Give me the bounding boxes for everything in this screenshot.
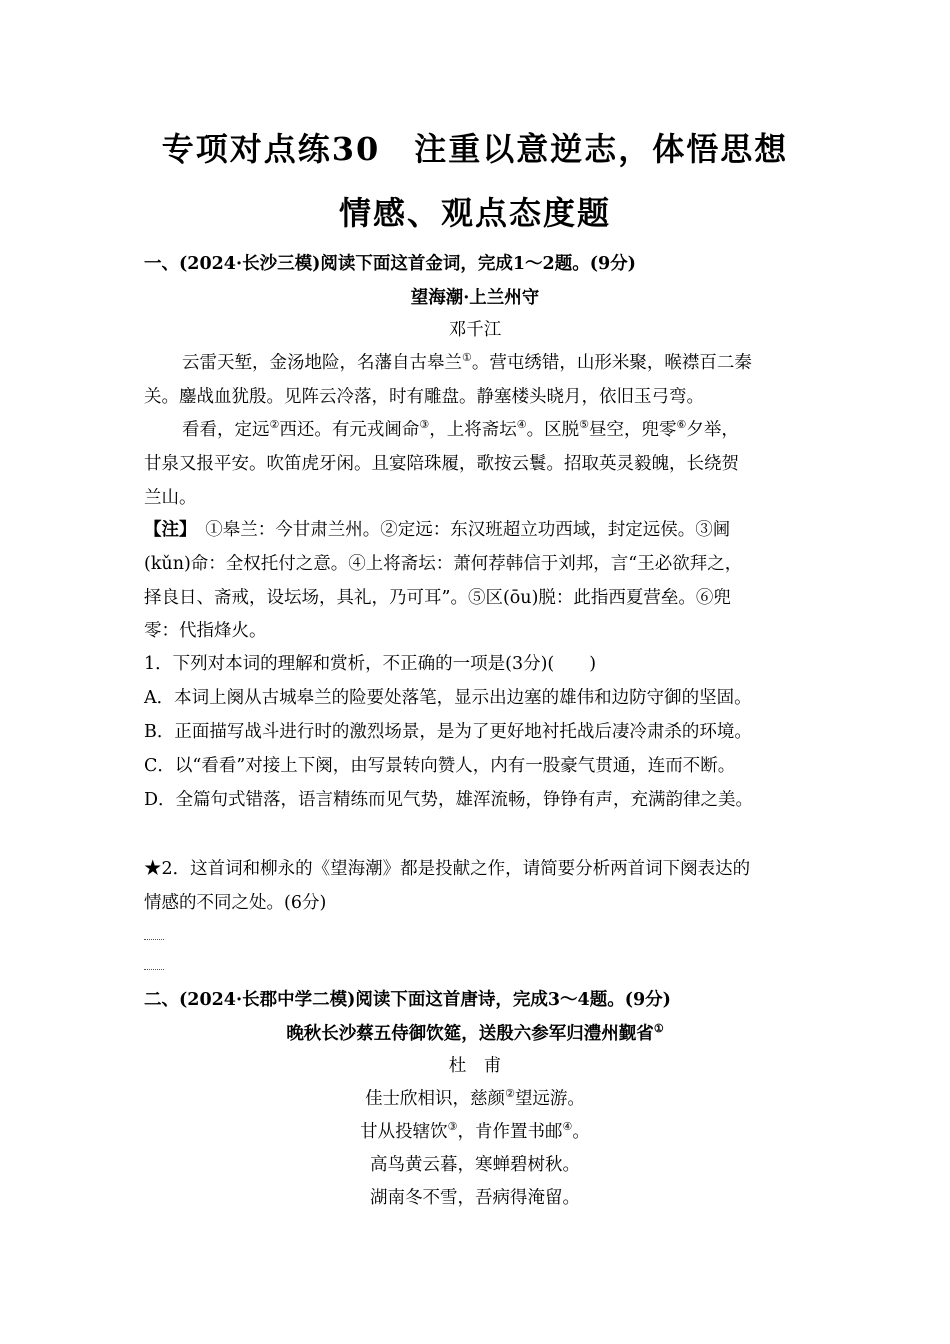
footnote-marker: ③ — [447, 1120, 458, 1134]
poem-verse: 高鸟黄云暮，寒蝉碧树秋。 — [370, 1155, 580, 1175]
option-c: C．以“看看”对接上下阕，由写景转向赞人，内有一股豪气贯通，连而不断。 — [144, 756, 736, 776]
poem-author: 邓千江 — [448, 320, 502, 340]
footnote-marker: ① — [462, 351, 472, 365]
poem-text-line: 兰山。 — [144, 488, 197, 508]
section1-heading: 一、(2024·长沙三模)阅读下面这首金词，完成1～2题。(9分) — [144, 254, 636, 274]
annotation-line: 择良日、斋戒，设坛场，具礼，乃可耳”。⑤区(ōu)脱：此指西夏营垒。⑥兜 — [144, 588, 731, 608]
footnote-marker: ⑤ — [579, 418, 589, 432]
poem-author-2: 杜 甫 — [448, 1056, 502, 1076]
answer-line — [144, 938, 164, 940]
footnote-marker: ① — [653, 1022, 664, 1036]
footnote-marker: ④ — [562, 1120, 573, 1134]
question-2-line2: 情感的不同之处。(6分) — [144, 893, 327, 913]
poem-verse: 甘从投辖饮③，肯作置书邮④。 — [360, 1120, 590, 1142]
option-d: D．全篇句式错落，语言精练而见气势，雄浑流畅，铮铮有声，充满韵律之美。 — [144, 790, 754, 810]
annotation-label: 【注】 — [144, 520, 188, 540]
poem-verse: 佳士欣相识，慈颜②望远游。 — [365, 1087, 585, 1109]
page-title: 专项对点练30 注重以意逆志，体悟思想 — [161, 130, 789, 168]
footnote-marker: ⑥ — [676, 418, 687, 432]
option-b: B．正面描写战斗进行时的激烈场景，是为了更好地衬托战后凄冷肃杀的环境。 — [144, 722, 752, 742]
poem-text-line: 云雷天堑，金汤地险，名藩自古皋兰①。营屯绣错，山形米聚，喉襟百二秦 — [182, 351, 752, 373]
section2-heading: 二、(2024·长郡中学二模)阅读下面这首唐诗，完成3～4题。(9分) — [144, 990, 671, 1010]
annotation-line: 【注】 ①皋兰：今甘肃兰州。②定远：东汉班超立功西域，封定远侯。③阃 — [144, 520, 731, 540]
poem-title: 望海潮·上兰州守 — [410, 288, 540, 308]
footnote-marker: ③ — [419, 418, 430, 432]
page-title-line2: 情感、观点态度题 — [338, 194, 611, 232]
footnote-marker: ② — [269, 418, 280, 432]
question-1: 1．下列对本词的理解和赏析，不正确的一项是(3分)( ) — [144, 654, 597, 674]
poem-text-line: 关。鏖战血犹殷。见阵云冷落，时有雕盘。静塞楼头晓月，依旧玉弓弯。 — [144, 387, 704, 407]
answer-line — [144, 968, 164, 970]
poem-text-line: 甘泉又报平安。吹笛虎牙闲。且宴陪珠履，歌按云鬟。招取英灵毅魄，长绕贺 — [144, 454, 739, 474]
annotation-line: 零：代指烽火。 — [144, 621, 267, 641]
footnote-marker: ② — [505, 1087, 515, 1101]
poem-verse: 湖南冬不雪，吾病得淹留。 — [370, 1188, 580, 1208]
question-2: ★2．这首词和柳永的《望海潮》都是投献之作，请简要分析两首词下阕表达的 — [144, 859, 751, 879]
poem-text-line: 看看，定远②西还。有元戎阃命③，上将斋坛④。区脱⑤昼空，兜零⑥夕举， — [182, 418, 739, 440]
footnote-marker: ④ — [516, 418, 527, 432]
annotation-line: (kǔn)命：全权托付之意。④上将斋坛：萧何荐韩信于刘邦，言“王必欲拜之， — [144, 554, 743, 574]
poem-title-2: 晚秋长沙蔡五侍御饮筵，送殷六参军归澧州觐省① — [286, 1022, 664, 1044]
option-a: A．本词上阕从古城皋兰的险要处落笔，显示出边塞的雄伟和边防守御的坚固。 — [144, 688, 752, 708]
